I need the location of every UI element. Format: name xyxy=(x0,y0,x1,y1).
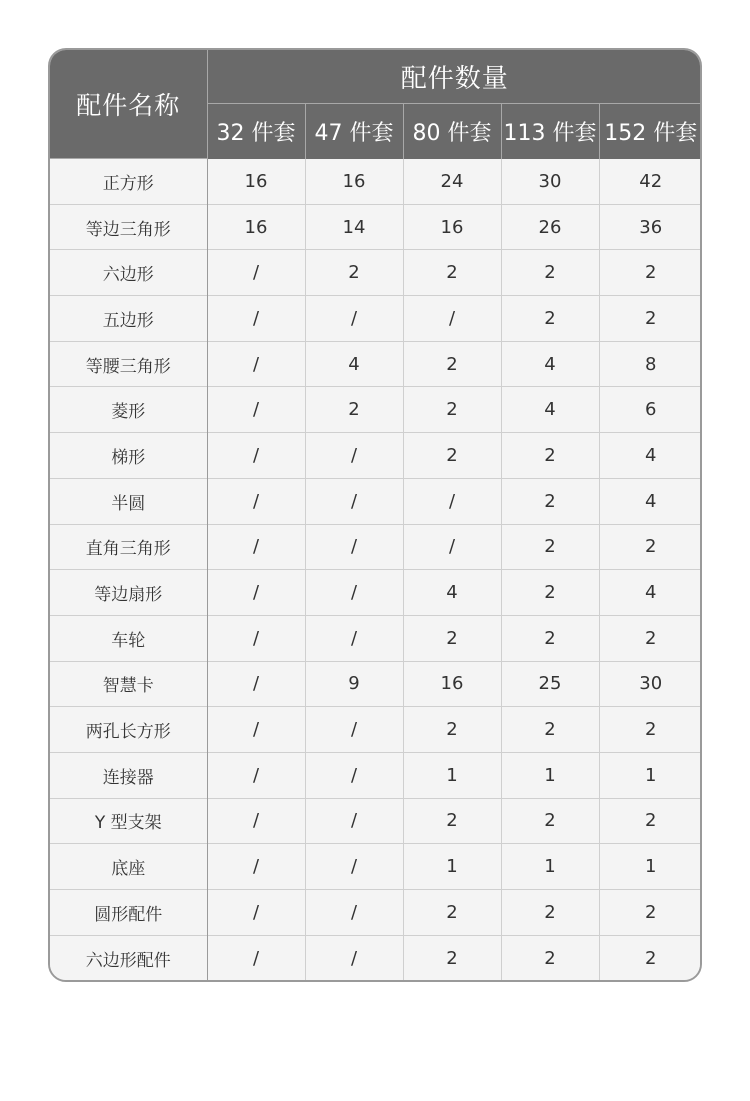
quantity-cell-113: 2 xyxy=(501,707,599,753)
quantity-cell-47: / xyxy=(305,844,403,890)
quantity-cell-80: 16 xyxy=(403,661,501,707)
table-row xyxy=(50,387,702,433)
table-row xyxy=(50,798,702,844)
quantity-cell-47: 4 xyxy=(305,341,403,387)
kit-header-113: 113 件套 xyxy=(501,104,599,159)
table-row xyxy=(50,890,702,936)
quantity-cell-113: 2 xyxy=(501,524,599,570)
quantity-cell-113: 1 xyxy=(501,752,599,798)
quantity-cell-47: / xyxy=(305,935,403,980)
table-row xyxy=(50,615,702,661)
quantity-cell-32: / xyxy=(207,433,305,479)
quantity-cell-113: 2 xyxy=(501,615,599,661)
quantity-cell-32: / xyxy=(207,844,305,890)
table-row xyxy=(50,570,702,616)
quantity-cell-80: / xyxy=(403,524,501,570)
quantity-cell-113: 1 xyxy=(501,844,599,890)
table-row xyxy=(50,844,702,890)
quantity-cell-32: 16 xyxy=(207,204,305,250)
quantity-cell-152: 2 xyxy=(599,250,702,296)
kit-header-47: 47 件套 xyxy=(305,104,403,159)
part-name-cell: 圆形配件 xyxy=(50,890,207,936)
table-row xyxy=(50,524,702,570)
quantity-cell-32: / xyxy=(207,524,305,570)
quantity-cell-47: / xyxy=(305,798,403,844)
quantity-cell-32: / xyxy=(207,752,305,798)
table-row xyxy=(50,752,702,798)
part-name-cell: 梯形 xyxy=(50,433,207,479)
quantity-cell-113: 4 xyxy=(501,387,599,433)
quantity-cell-80: 2 xyxy=(403,707,501,753)
quantity-cell-80: / xyxy=(403,478,501,524)
quantity-cell-113: 26 xyxy=(501,204,599,250)
table-row xyxy=(50,478,702,524)
quantity-cell-80: 2 xyxy=(403,890,501,936)
quantity-cell-152: 1 xyxy=(599,844,702,890)
quantity-cell-80: 2 xyxy=(403,798,501,844)
quantity-cell-152: 2 xyxy=(599,615,702,661)
quantity-cell-80: 2 xyxy=(403,250,501,296)
table-row xyxy=(50,433,702,479)
quantity-cell-113: 30 xyxy=(501,159,599,205)
table-row xyxy=(50,661,702,707)
quantity-cell-80: 2 xyxy=(403,387,501,433)
quantity-cell-80: 1 xyxy=(403,844,501,890)
quantity-cell-113: 4 xyxy=(501,341,599,387)
quantity-cell-152: 42 xyxy=(599,159,702,205)
quantity-cell-113: 2 xyxy=(501,890,599,936)
quantity-cell-113: 2 xyxy=(501,250,599,296)
table-row xyxy=(50,159,702,205)
quantity-cell-80: 2 xyxy=(403,341,501,387)
quantity-cell-47: / xyxy=(305,707,403,753)
parts-table xyxy=(50,50,702,980)
part-name-cell: 车轮 xyxy=(50,615,207,661)
quantity-cell-113: 2 xyxy=(501,798,599,844)
quantity-cell-47: / xyxy=(305,478,403,524)
quantity-cell-47: 16 xyxy=(305,159,403,205)
quantity-cell-152: 1 xyxy=(599,752,702,798)
quantity-cell-47: / xyxy=(305,296,403,342)
part-name-cell: 五边形 xyxy=(50,296,207,342)
quantity-cell-32: / xyxy=(207,478,305,524)
part-name-cell: 正方形 xyxy=(50,159,207,205)
table-row xyxy=(50,341,702,387)
quantity-cell-113: 2 xyxy=(501,935,599,980)
part-name-cell: 等边三角形 xyxy=(50,204,207,250)
quantity-cell-152: 2 xyxy=(599,296,702,342)
part-name-cell: 等边扇形 xyxy=(50,570,207,616)
quantity-cell-152: 30 xyxy=(599,661,702,707)
part-name-cell: 两孔长方形 xyxy=(50,707,207,753)
quantity-cell-113: 2 xyxy=(501,478,599,524)
quantity-cell-152: 4 xyxy=(599,478,702,524)
quantity-cell-152: 6 xyxy=(599,387,702,433)
part-name-cell: 等腰三角形 xyxy=(50,341,207,387)
quantity-cell-80: 2 xyxy=(403,935,501,980)
quantity-cell-152: 4 xyxy=(599,433,702,479)
quantity-cell-152: 2 xyxy=(599,890,702,936)
quantity-cell-80: 16 xyxy=(403,204,501,250)
quantity-cell-32: / xyxy=(207,341,305,387)
table-body xyxy=(50,159,702,981)
quantity-cell-32: / xyxy=(207,798,305,844)
part-name-cell: 智慧卡 xyxy=(50,661,207,707)
part-name-cell: 六边形 xyxy=(50,250,207,296)
part-name-cell: 菱形 xyxy=(50,387,207,433)
part-name-cell: Y 型支架 xyxy=(50,798,207,844)
part-name-cell: 底座 xyxy=(50,844,207,890)
parts-quantity-table xyxy=(48,48,702,982)
kit-header-80: 80 件套 xyxy=(403,104,501,159)
quantity-cell-152: 2 xyxy=(599,798,702,844)
quantity-cell-80: 2 xyxy=(403,433,501,479)
quantity-cell-152: 2 xyxy=(599,707,702,753)
table-row xyxy=(50,707,702,753)
kit-header-32: 32 件套 xyxy=(207,104,305,159)
quantity-cell-32: / xyxy=(207,615,305,661)
quantity-cell-113: 2 xyxy=(501,570,599,616)
quantity-cell-113: 2 xyxy=(501,433,599,479)
quantity-cell-47: / xyxy=(305,433,403,479)
quantity-cell-32: / xyxy=(207,570,305,616)
quantity-cell-80: 4 xyxy=(403,570,501,616)
quantity-cell-152: 2 xyxy=(599,524,702,570)
quantity-cell-32: / xyxy=(207,250,305,296)
quantity-cell-32: / xyxy=(207,661,305,707)
quantity-cell-47: / xyxy=(305,524,403,570)
quantity-cell-47: / xyxy=(305,615,403,661)
quantity-cell-152: 2 xyxy=(599,935,702,980)
table-row xyxy=(50,935,702,980)
part-name-cell: 六边形配件 xyxy=(50,935,207,980)
quantity-cell-80: 2 xyxy=(403,615,501,661)
part-name-cell: 连接器 xyxy=(50,752,207,798)
quantity-cell-47: 14 xyxy=(305,204,403,250)
quantity-cell-47: / xyxy=(305,752,403,798)
quantity-cell-152: 8 xyxy=(599,341,702,387)
quantity-cell-113: 25 xyxy=(501,661,599,707)
quantity-cell-113: 2 xyxy=(501,296,599,342)
table-header xyxy=(50,50,702,159)
quantity-cell-32: / xyxy=(207,935,305,980)
quantity-cell-32: / xyxy=(207,707,305,753)
table-row xyxy=(50,250,702,296)
kit-header-152: 152 件套 xyxy=(599,104,702,159)
part-name-cell: 直角三角形 xyxy=(50,524,207,570)
part-name-cell: 半圆 xyxy=(50,478,207,524)
quantity-cell-47: / xyxy=(305,570,403,616)
quantity-cell-32: / xyxy=(207,387,305,433)
quantity-cell-80: 24 xyxy=(403,159,501,205)
quantity-cell-32: / xyxy=(207,296,305,342)
quantity-cell-32: 16 xyxy=(207,159,305,205)
quantity-cell-32: / xyxy=(207,890,305,936)
quantity-cell-152: 4 xyxy=(599,570,702,616)
quantity-cell-80: / xyxy=(403,296,501,342)
quantity-cell-152: 36 xyxy=(599,204,702,250)
quantity-cell-47: 2 xyxy=(305,387,403,433)
part-name-header: 配件名称 xyxy=(50,50,207,159)
table-row xyxy=(50,204,702,250)
quantity-cell-47: 9 xyxy=(305,661,403,707)
quantity-cell-80: 1 xyxy=(403,752,501,798)
quantity-cell-47: / xyxy=(305,890,403,936)
part-quantity-header: 配件数量 xyxy=(207,50,702,104)
table-row xyxy=(50,296,702,342)
quantity-cell-47: 2 xyxy=(305,250,403,296)
